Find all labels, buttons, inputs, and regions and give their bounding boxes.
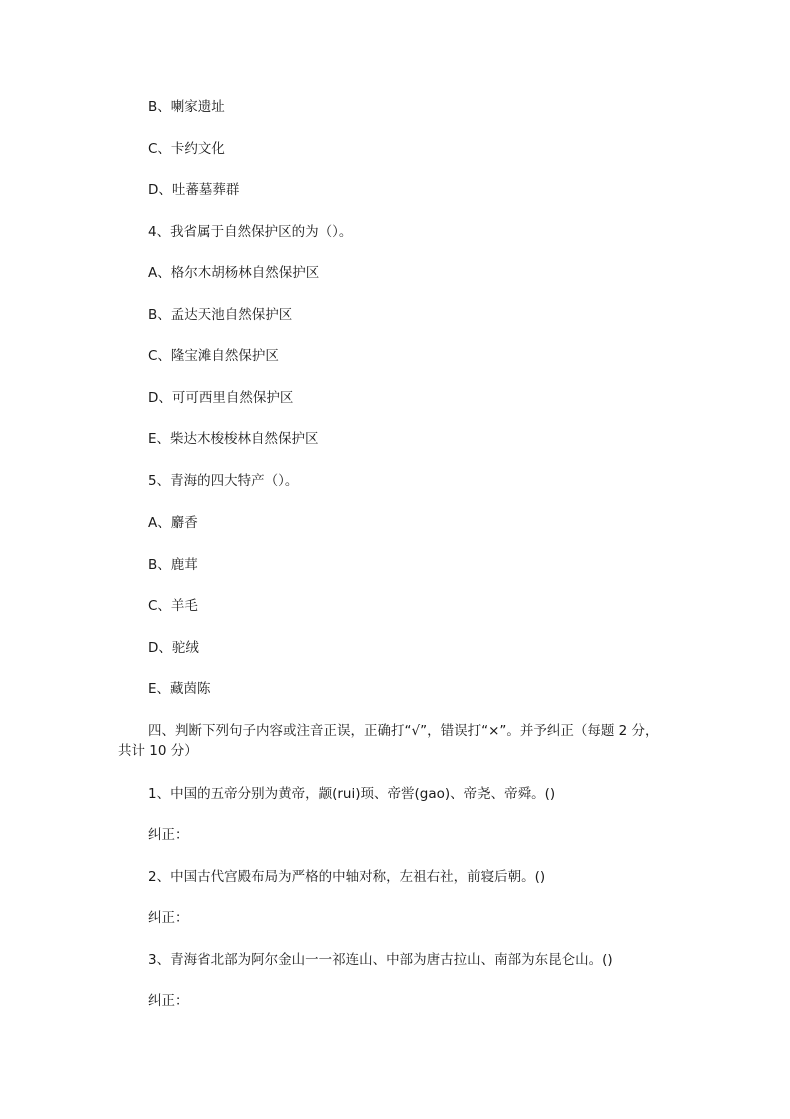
q5-option-c: C、羊毛 bbox=[148, 598, 198, 614]
judgment-correction-1: 纠正： bbox=[148, 827, 189, 843]
judgment-question-3: 3、青海省北部为阿尔金山一一祁连山、中部为唐古拉山、南部为东昆仑山。() bbox=[148, 952, 613, 968]
section-four-header: 四、判断下列句子内容或注音正误，正确打“√”，错误打“×”。并予纠正（每题 2 分，共计 10 分） bbox=[118, 723, 659, 759]
question-5: 5、青海的四大特产（）。 bbox=[148, 473, 299, 489]
q4-option-d: D、可可西里自然保护区 bbox=[148, 390, 294, 406]
option-d-tubo-tombs: D、吐蕃墓葬群 bbox=[148, 182, 240, 198]
q4-option-a: A、格尔木胡杨林自然保护区 bbox=[148, 265, 320, 281]
q5-option-b: B、鹿茸 bbox=[148, 557, 198, 573]
q4-option-e: E、柴达木梭梭林自然保护区 bbox=[148, 431, 319, 447]
judgment-correction-3: 纠正： bbox=[148, 993, 189, 1009]
q4-option-c: C、隆宝滩自然保护区 bbox=[148, 348, 279, 364]
q5-option-a: A、麝香 bbox=[148, 515, 198, 531]
option-b-lajia-site: B、喇家遗址 bbox=[148, 99, 225, 115]
judgment-question-1: 1、中国的五帝分别为黄帝，颛(rui)顼、帝喾(gao)、帝尧、帝舜。() bbox=[148, 786, 556, 802]
q5-option-d: D、驼绒 bbox=[148, 640, 199, 656]
q4-option-b: B、孟达天池自然保护区 bbox=[148, 307, 293, 323]
q5-option-e: E、藏茵陈 bbox=[148, 681, 211, 697]
question-4: 4、我省属于自然保护区的为（）。 bbox=[148, 224, 353, 240]
judgment-correction-2: 纠正： bbox=[148, 910, 189, 926]
judgment-question-2: 2、中国古代宫殿布局为严格的中轴对称，左祖右社，前寝后朝。() bbox=[148, 869, 546, 885]
option-c-kayue-culture: C、卡约文化 bbox=[148, 141, 225, 157]
